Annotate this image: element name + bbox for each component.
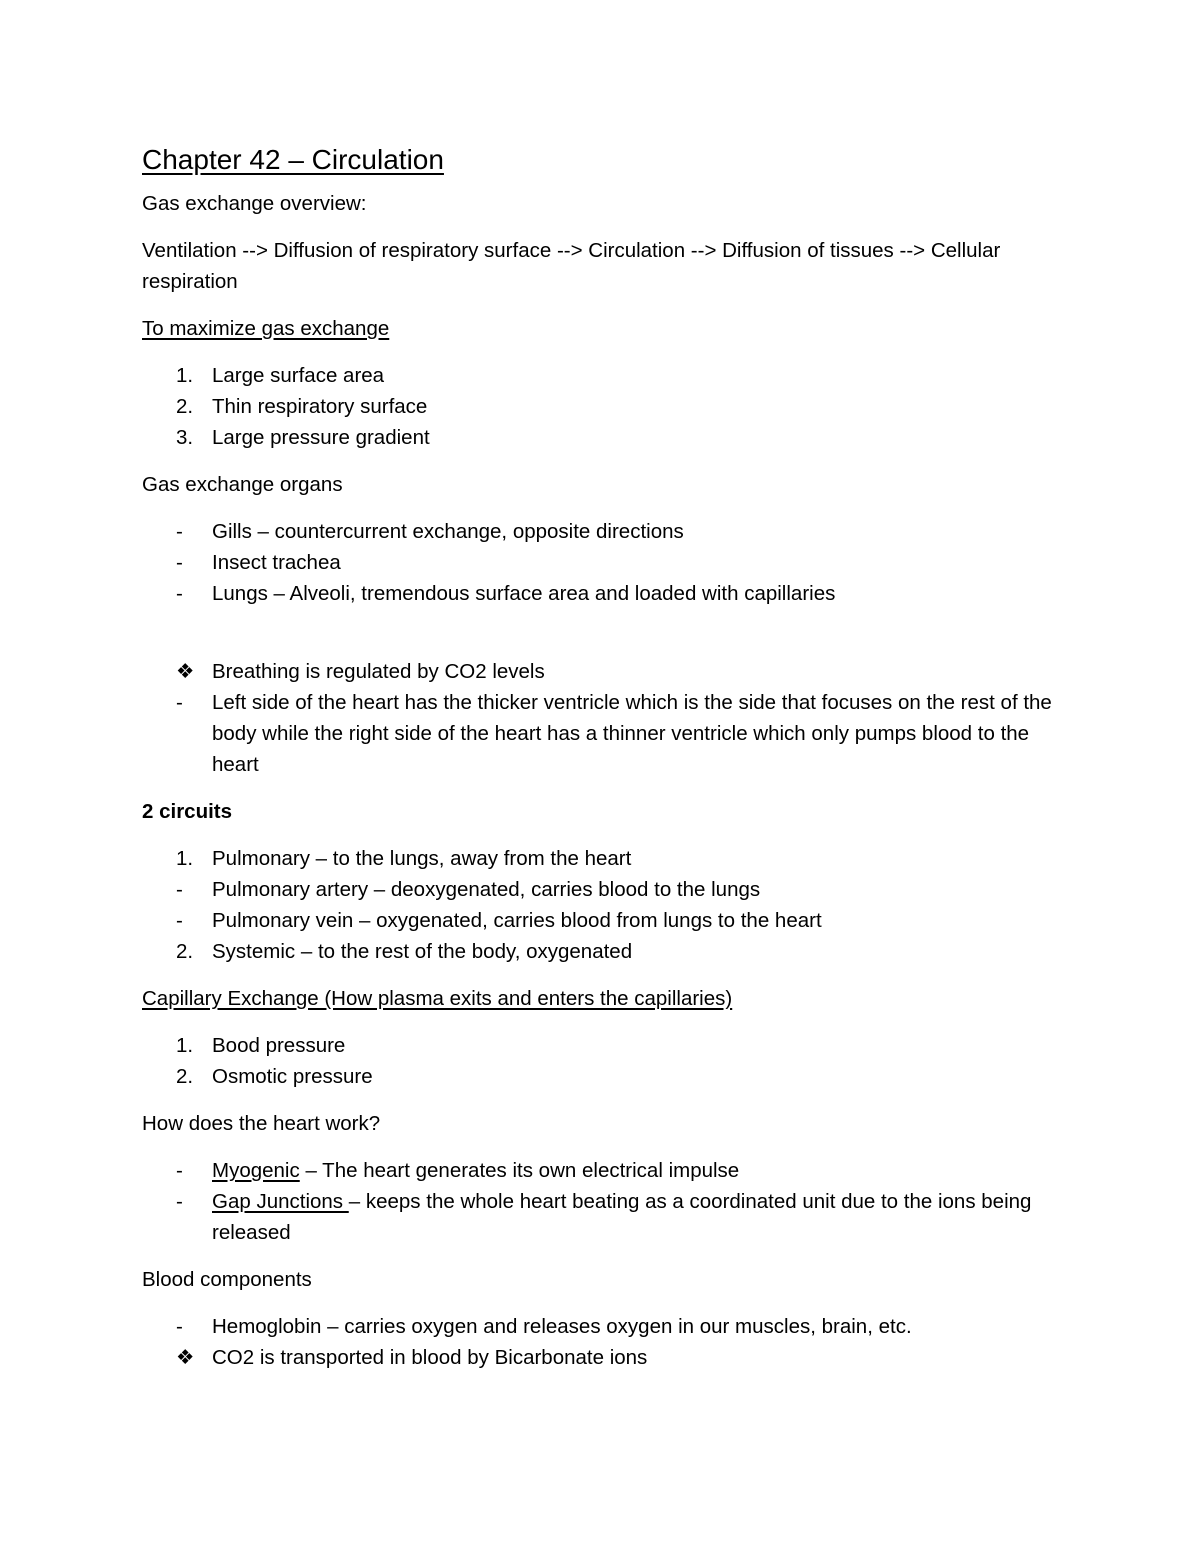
list-item-text: Systemic – to the rest of the body, oxygenated — [212, 940, 633, 963]
list-marker: - — [176, 1159, 183, 1182]
list-item — [142, 578, 1062, 609]
list-item — [142, 936, 1062, 967]
list-item-text: – The heart generates its own electrical impulse — [299, 1159, 740, 1182]
list-item — [142, 687, 1062, 780]
list-item — [142, 1155, 1062, 1186]
maximize-heading: To maximize gas exchange — [142, 317, 390, 340]
list-marker: - — [176, 878, 183, 901]
list-marker: 1. — [176, 1034, 194, 1057]
list-item-text: Gills – countercurrent exchange, opposite directions — [212, 520, 684, 543]
blood-heading: Blood components — [142, 1268, 312, 1291]
page-title: Chapter 42 – Circulation — [142, 144, 444, 175]
list-marker: - — [176, 1190, 183, 1213]
list-item-text: Lungs – Alveoli, tremendous surface area and loaded with capillaries — [212, 582, 836, 605]
list-marker: 2. — [176, 395, 194, 418]
list-item-text: Pulmonary – to the lungs, away from the heart — [212, 847, 632, 870]
heart-list — [142, 1155, 1062, 1248]
list-item-text: Left side of the heart has the thicker ventricle which is the side that focuses on the rest of the body while the right side of the heart has a thinner ventricle which only pumps blood to the heart — [212, 691, 1052, 776]
list-marker: 1. — [176, 364, 194, 387]
list-marker: - — [176, 582, 183, 605]
list-item-text: Pulmonary artery – deoxygenated, carries blood to the lungs — [212, 878, 761, 901]
capillary-list — [142, 1030, 1062, 1092]
list-marker: 3. — [176, 426, 194, 449]
capillary-heading: Capillary Exchange (How plasma exits and enters the capillaries) — [142, 987, 733, 1010]
list-item — [142, 391, 1062, 422]
document-body — [142, 140, 1062, 1389]
list-item — [142, 843, 1062, 874]
list-marker: - — [176, 909, 183, 932]
blood-list — [142, 1311, 1062, 1373]
list-item-text: Insect trachea — [212, 551, 341, 574]
list-item — [142, 422, 1062, 453]
list-item-text: Hemoglobin – carries oxygen and releases oxygen in our muscles, brain, etc. — [212, 1315, 912, 1338]
heart-heading: How does the heart work? — [142, 1112, 381, 1135]
list-item-text: Bood pressure — [212, 1034, 346, 1057]
list-item-text: – keeps the whole heart beating as a coordinated unit due to the ions being released — [212, 1190, 1032, 1244]
list-item-text: Large pressure gradient — [212, 426, 430, 449]
list-item — [142, 905, 1062, 936]
gas-overview-heading: Gas exchange overview: — [142, 192, 367, 215]
list-marker: - — [176, 551, 183, 574]
diamond-bullet-icon: ❖ — [176, 660, 195, 683]
list-item-text: Large surface area — [212, 364, 385, 387]
list-item — [142, 1030, 1062, 1061]
list-item-text: Breathing is regulated by CO2 levels — [212, 660, 545, 683]
organs-list — [142, 516, 1062, 609]
list-marker: - — [176, 520, 183, 543]
list-marker: 2. — [176, 1065, 194, 1088]
list-marker: - — [176, 691, 183, 714]
circuits-heading: 2 circuits — [142, 800, 233, 823]
notes-list — [142, 656, 1062, 780]
list-item — [142, 1311, 1062, 1342]
list-item — [142, 874, 1062, 905]
list-marker: 1. — [176, 847, 194, 870]
list-item — [142, 656, 1062, 687]
list-item — [142, 360, 1062, 391]
diamond-bullet-icon: ❖ — [176, 1346, 195, 1369]
maximize-list — [142, 360, 1062, 453]
list-item — [142, 1186, 1062, 1248]
list-item-text: Pulmonary vein – oxygenated, carries blood from lungs to the heart — [212, 909, 822, 932]
blank-line — [142, 625, 1062, 656]
gas-overview-flow: Ventilation --> Diffusion of respiratory surface --> Circulation --> Diffusion of tissues --> Cellular respiration — [142, 239, 1001, 293]
term-myogenic: Myogenic — [212, 1159, 300, 1182]
list-item — [142, 1061, 1062, 1092]
list-item — [142, 516, 1062, 547]
organs-heading: Gas exchange organs — [142, 473, 343, 496]
list-item-text: Osmotic pressure — [212, 1065, 373, 1088]
term-gap-junctions: Gap Junctions — [212, 1190, 349, 1213]
list-item — [142, 547, 1062, 578]
list-marker: - — [176, 1315, 183, 1338]
list-item — [142, 1342, 1062, 1373]
circuits-list — [142, 843, 1062, 967]
list-item-text: CO2 is transported in blood by Bicarbonate ions — [212, 1346, 648, 1369]
list-item-text: Thin respiratory surface — [212, 395, 428, 418]
list-marker: 2. — [176, 940, 194, 963]
